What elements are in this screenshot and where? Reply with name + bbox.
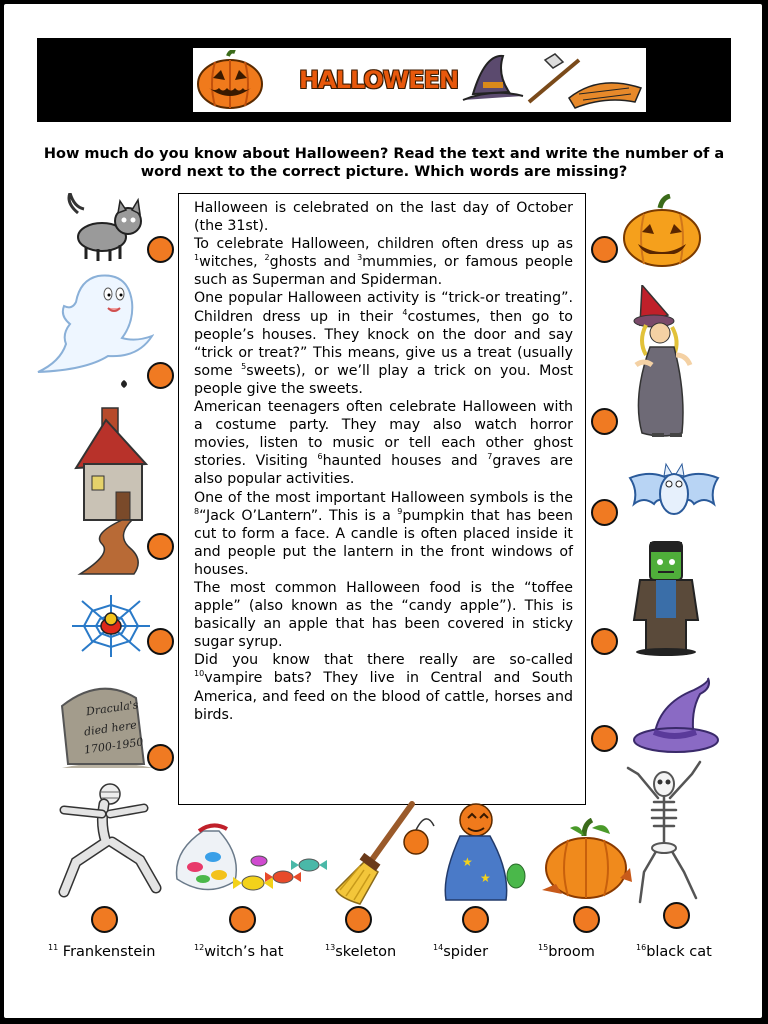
answer-circle-house[interactable] [147,533,174,560]
paragraph-5: One of the most important Halloween symbols is the $^8$“Jack O’Lantern”. This is a $^9$pumpkin that has been cut to form a face. A candle is often placed inside it and people put the lantern in the front windows of houses. [194,489,573,578]
word-number: 9 [397,506,403,516]
witchs-hat-icon [632,676,722,756]
haunted-house-icon [72,380,154,576]
paragraph-4: American teenagers often celebrate Halloween with a costume party. They may also watch horror movies, listen to music or tell each other ghost stories. Visiting $^6$haunted houses and $^7$graves are also popular activities. [194,399,573,488]
word-number: 10 [194,669,205,679]
word-number: 6 [317,452,323,462]
mummy-icon [56,780,162,898]
answer-circle-cat[interactable] [147,236,174,263]
word-number: 3 [357,253,363,263]
answer-circle-broom[interactable] [345,906,372,933]
black-cat-icon [62,193,150,263]
frankenstein-icon [630,540,702,658]
instructions: How much do you know about Halloween? Read the text and write the number of a word next to the correct picture. Which words are missing? [43,146,725,180]
missing-word-12: $^{12}$witch’s hat [194,943,284,960]
sweets-icon [163,817,333,901]
grave-icon [56,680,156,772]
word-number: 4 [402,307,408,317]
paragraph-1: Halloween is celebrated on the last day of October (the 31st). [194,200,573,235]
trick-or-treater-icon [400,800,528,906]
answer-circle-grave[interactable] [147,744,174,771]
paragraph-6: The most common Halloween food is the “toffee apple” (also known as the “candy apple”). This is basically an apple that has been covered in sticky sugar syrup. [194,579,573,651]
word-number: 7 [487,452,493,462]
banner-title: HALLOWEEN [299,66,459,94]
witch-hat-broom-icon [459,50,645,110]
answer-circle-sweets[interactable] [229,906,256,933]
grave-line-2: died here [83,718,138,739]
answer-circle-spider[interactable] [147,628,174,655]
word-number: 1 [194,253,200,263]
paragraph-7: Did you know that there really are so-called $^{10}$vampire bats? They live in Central and South America, and feed on the blood of cattle, horses and birds. [194,652,573,723]
ghost-icon [36,270,154,375]
answer-circle-jack-o-lantern[interactable] [591,236,618,263]
jack-o-lantern-icon [620,194,704,268]
answer-circle-witch[interactable] [591,408,618,435]
missing-word-14: $^{14}$spider [433,943,489,960]
answer-circle-bat[interactable] [591,499,618,526]
missing-word-15: $^{15}$broom [538,943,595,960]
banner-frame [193,48,646,112]
paragraph-3: One popular Halloween activity is “trick-or treating”. Children dress up in their $^4$costumes, then go to people’s houses. They knock on the door and say “trick or treat?” This means, give us a treat (usually some $^5$sweets), or we’ll play a trick on you. Most people give the sweets. [194,290,573,397]
reading-text-box [178,193,586,805]
skeleton-icon [618,758,710,908]
answer-circle-pumpkin[interactable] [573,906,600,933]
grave-line-1: Dracula's [85,698,140,719]
word-number: 5 [241,361,247,371]
missing-word-13: $^{13}$skeleton [325,943,397,960]
answer-circle-mummy[interactable] [91,906,118,933]
answer-circle-trick-or-treater[interactable] [462,906,489,933]
answer-circle-skeleton[interactable] [663,902,690,929]
paragraph-2: To celebrate Halloween, children often dress up as $^1$witches, $^2$ghosts and $^3$mummies, or famous people such as Superman and Spiderman. [194,236,573,289]
answer-circle-frankenstein[interactable] [591,628,618,655]
word-number: 8 [194,506,200,516]
grave-line-3: 1700-1950 [83,735,145,757]
vampire-bat-icon [628,462,720,528]
missing-word-11: $^{11}$ Frankenstein [48,943,156,960]
word-number: 2 [264,253,270,263]
witch-icon [632,285,702,440]
missing-word-16: $^{16}$black cat [636,943,712,960]
banner-pumpkin-icon [195,50,265,110]
answer-circle-ghost[interactable] [147,362,174,389]
svg-text:★: ★ [480,871,491,885]
answer-circle-hat[interactable] [591,725,618,752]
banner [37,38,731,122]
spider-icon [70,593,152,659]
svg-text:★: ★ [462,855,473,869]
